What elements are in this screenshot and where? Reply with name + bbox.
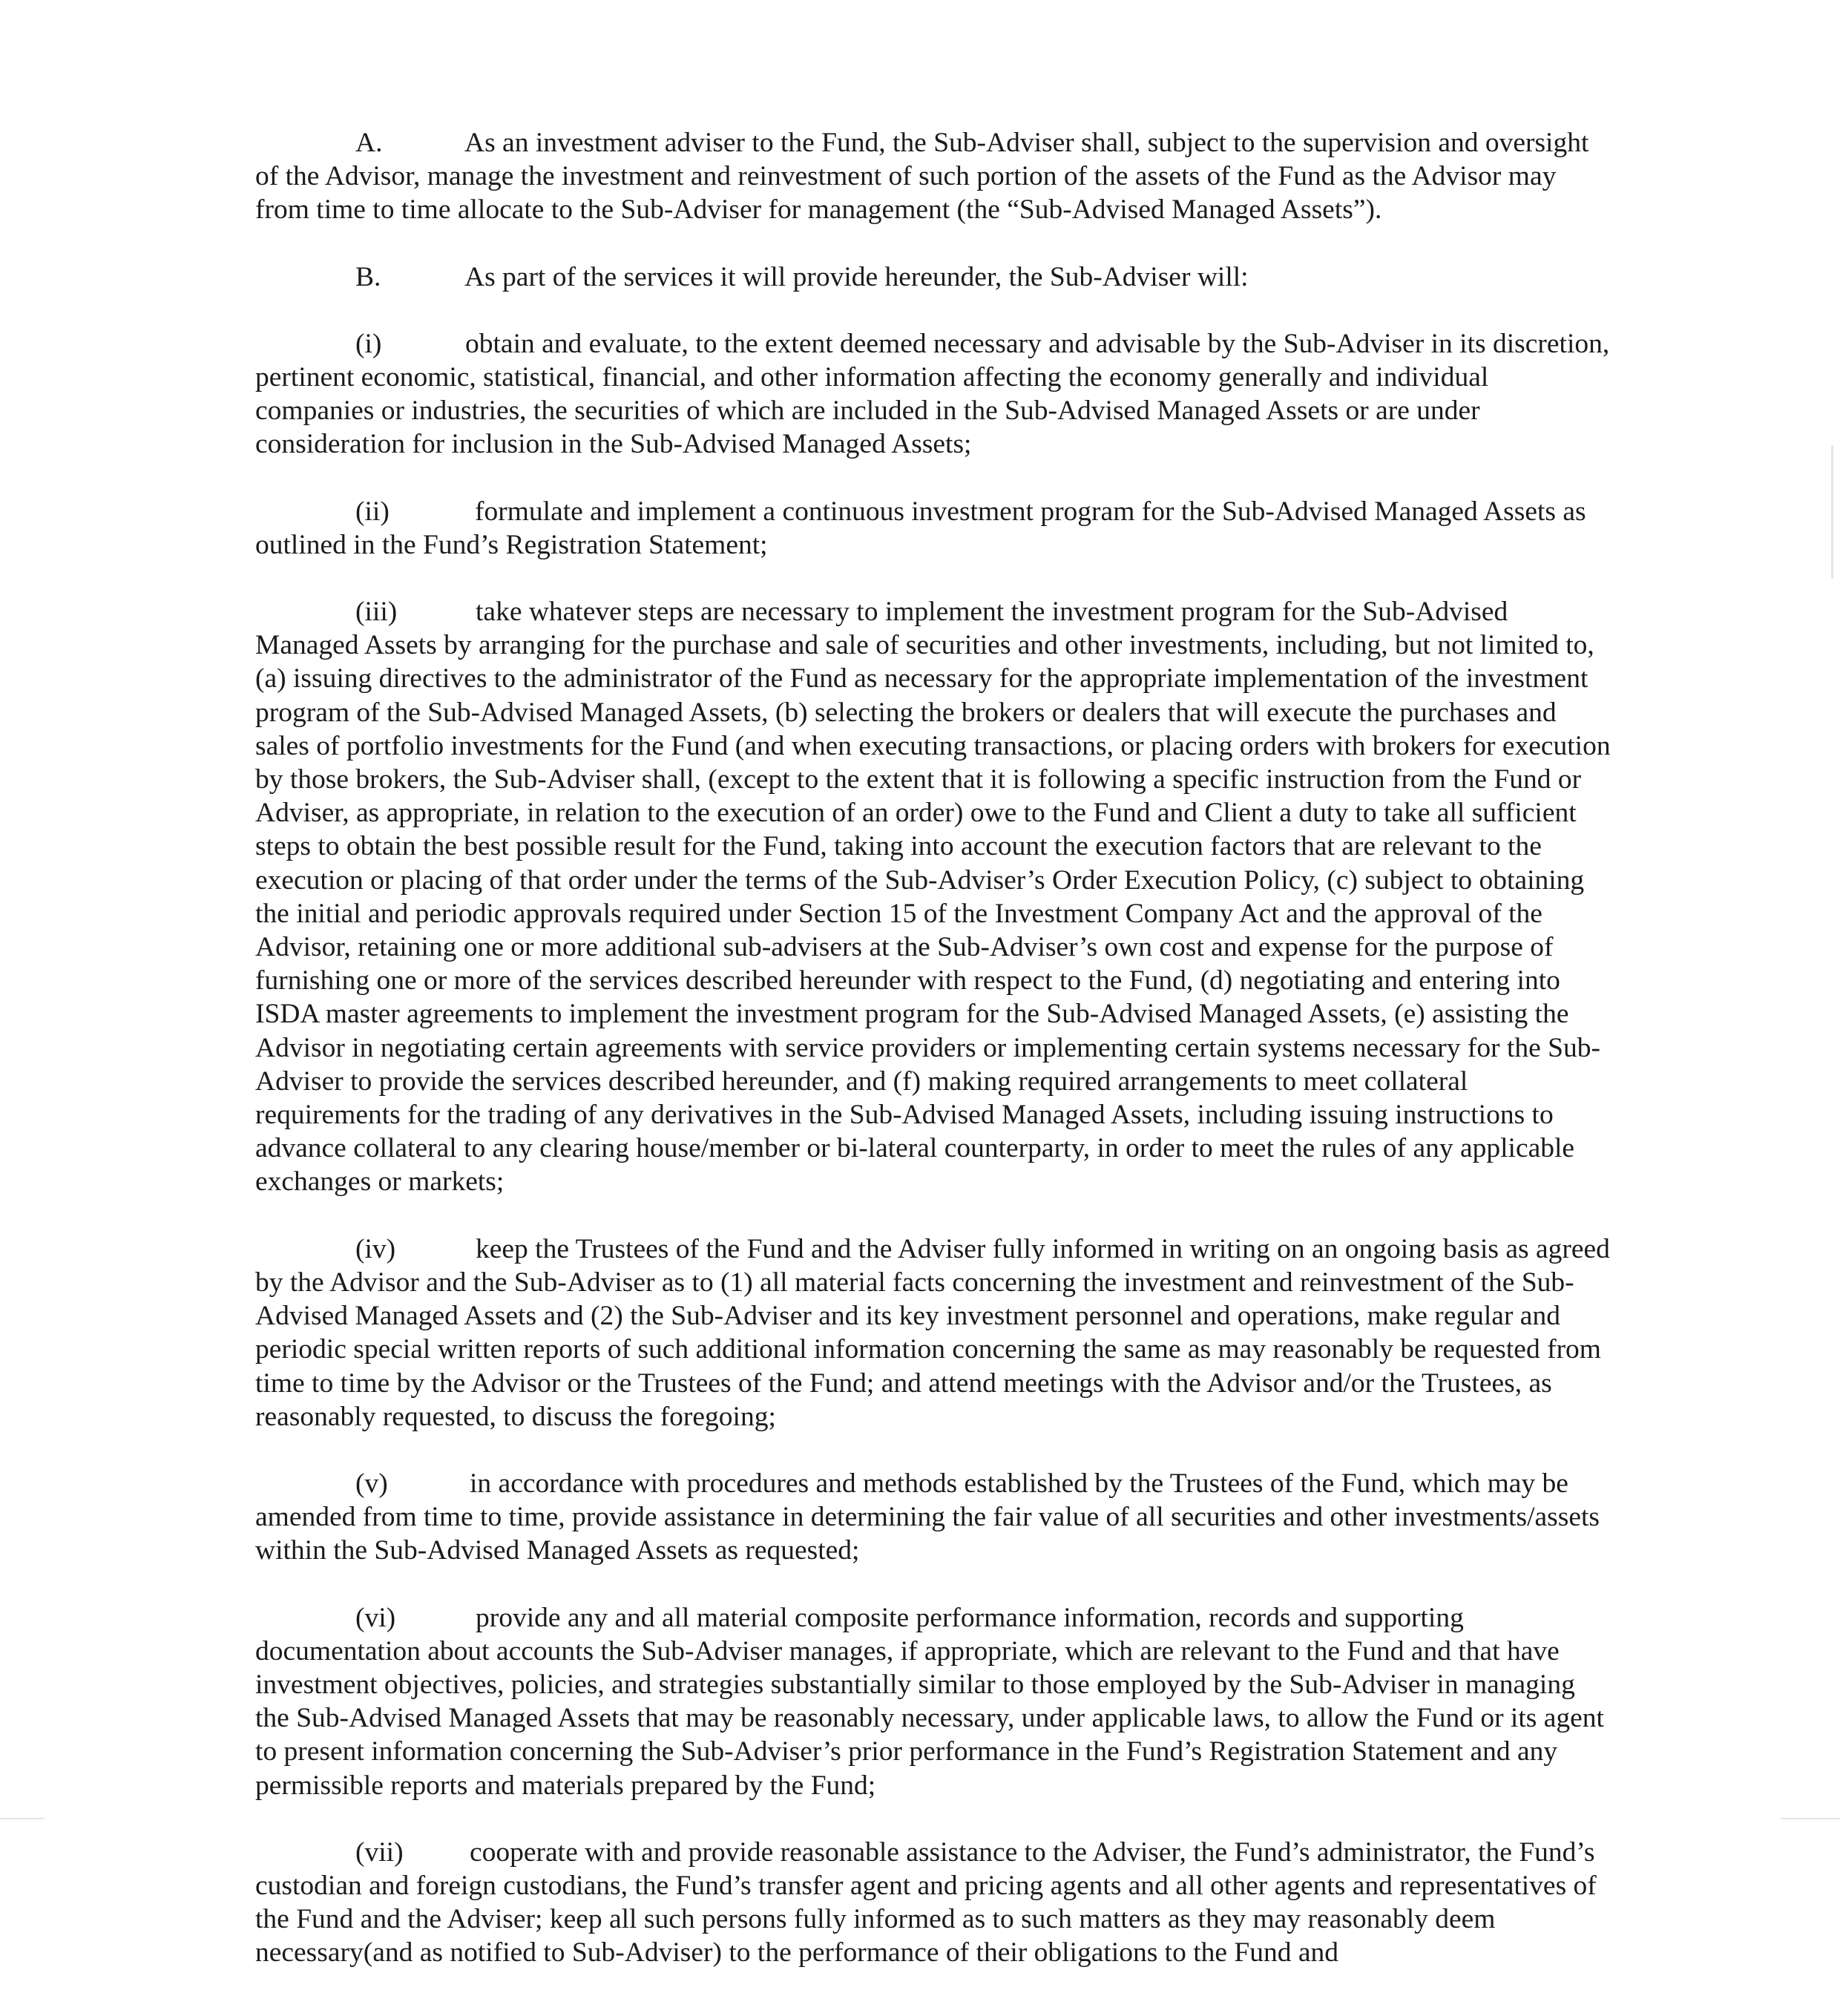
paragraph-b xyxy=(255,260,1613,294)
clause-v xyxy=(255,1467,1613,1568)
clause-label: (vii) xyxy=(355,1836,404,1868)
clause-i xyxy=(255,327,1613,462)
paragraph-label: B. xyxy=(355,261,381,292)
clause-iii xyxy=(255,595,1613,1199)
paragraph-text: As part of the services it will provide hereunder, the Sub-Adviser will: xyxy=(464,261,1249,292)
paragraph-label: A. xyxy=(355,128,383,158)
paragraph-a xyxy=(255,126,1613,227)
clause-text: formulate and implement a continuous investment program for the Sub-Advised Managed Assets as outlined in the Fund’s Registration Statement; xyxy=(255,496,1586,560)
scan-edge-mark xyxy=(1781,1818,1840,1819)
clause-label: (ii) xyxy=(355,496,390,527)
clause-label: (i) xyxy=(355,328,382,359)
clause-vii xyxy=(255,1836,1613,1970)
paragraph-text: As an investment adviser to the Fund, the Sub-Adviser shall, subject to the supervision and oversight of the Advisor, manage the investment and reinvestment of such portion of the assets of the Fund as the Advisor may from time to time allocate to the Sub-Adviser for management (the “Sub-Advised Managed Assets”). xyxy=(255,128,1589,226)
document-body xyxy=(255,126,1613,2003)
scan-edge-mark xyxy=(0,1818,45,1819)
clause-text: in accordance with procedures and methods established by the Trustees of the Fund, which may be amended from time to time, provide assistance in determining the fair value of all securities and other investments/assets within the Sub-Advised Managed Assets as requested; xyxy=(255,1468,1600,1566)
clause-ii xyxy=(255,495,1613,562)
clause-label: (iii) xyxy=(355,597,398,628)
clause-text: obtain and evaluate, to the extent deemed necessary and advisable by the Sub-Adviser in its discretion, pertinent economic, statistical, financial, and other information affecting the economy generally and individual companies or industries, the securities of which are included in the Sub-Advised Managed Assets or are under consideration for inclusion in the Sub-Advised Managed Assets; xyxy=(255,328,1610,460)
clause-text: keep the Trustees of the Fund and the Adviser fully informed in writing on an ongoing basis as agreed by the Advisor and the Sub-Adviser as to (1) all material facts concerning the investment and reinvestment of the Sub-Advised Managed Assets and (2) the Sub-Adviser and its key investment personnel and operations, make regular and periodic special written reports of such additional information concerning the same as may reasonably be requested from time to time by the Advisor or the Trustees of the Fund; and attend meetings with the Advisor and/or the Trustees, as reasonably requested, to discuss the foregoing; xyxy=(255,1233,1610,1432)
clause-label: (v) xyxy=(355,1468,388,1499)
clause-vi xyxy=(255,1601,1613,1802)
clause-iv xyxy=(255,1232,1613,1434)
clause-text: cooperate with and provide reasonable assistance to the Adviser, the Fund’s administrator, the Fund’s custodian and foreign custodians, the Fund’s transfer agent and pricing agents and all other agents and representatives of the Fund and the Adviser; keep all such persons fully informed as to such matters as they may reasonably deem necessary(and as notified to Sub-Adviser) to the performance of their obligations to the Fund and xyxy=(255,1836,1597,1969)
clause-label: (vi) xyxy=(355,1602,396,1633)
clause-label: (iv) xyxy=(355,1233,396,1264)
scan-edge-mark xyxy=(1831,445,1833,579)
clause-text: take whatever steps are necessary to implement the investment program for the Sub-Advised Managed Assets by arranging for the purchase and sale of securities and other investments, including, but not limited to, (a) issuing directives to the administrator of the Fund as necessary for the appropriate implementation of the investment program of the Sub-Advised Managed Assets, (b) selecting the brokers or dealers that will execute the purchases and sales of portfolio investments for the Fund (and when executing transactions, or placing orders with brokers for execution by those brokers, the Sub-Adviser shall, (except to the extent that it is following a specific instruction from the Fund or Adviser, as appropriate, in relation to the execution of an order) owe to the Fund and Client a duty to take all sufficient steps to obtain the best possible result for the Fund, taking into account the execution factors that are relevant to the execution or placing of that order under the terms of the Sub-Adviser’s Order Execution Policy, (c) subject to obtaining the initial and periodic approvals required under Section 15 of the Investment Company Act and the approval of the Advisor, retaining one or more additional sub-advisers at the Sub-Adviser’s own cost and expense for the purpose of furnishing one or more of the services described hereunder with respect to the Fund, (d) negotiating and entering into ISDA master agreements to implement the investment program for the Sub-Advised Managed Assets, (e) assisting the Advisor in negotiating certain agreements with service providers or implementing certain systems necessary for the Sub-Adviser to provide the services described hereunder, and (f) making required arrangements to meet collateral requirements for the trading of any derivatives in the Sub-Advised Managed Assets, including issuing instructions to advance collateral to any clearing house/member or bi-lateral counterparty, in order to meet the rules of any applicable exchanges or markets; xyxy=(255,597,1611,1198)
clause-text: provide any and all material composite performance information, records and supporting documentation about accounts the Sub-Adviser manages, if appropriate, which are relevant to the Fund and that have investment objectives, policies, and strategies substantially similar to those employed by the Sub-Adviser in managing the Sub-Advised Managed Assets that may be reasonably necessary, under applicable laws, to allow the Fund or its agent to present information concerning the Sub-Adviser’s prior performance in the Fund’s Registration Statement and any permissible reports and materials prepared by the Fund; xyxy=(255,1602,1604,1801)
